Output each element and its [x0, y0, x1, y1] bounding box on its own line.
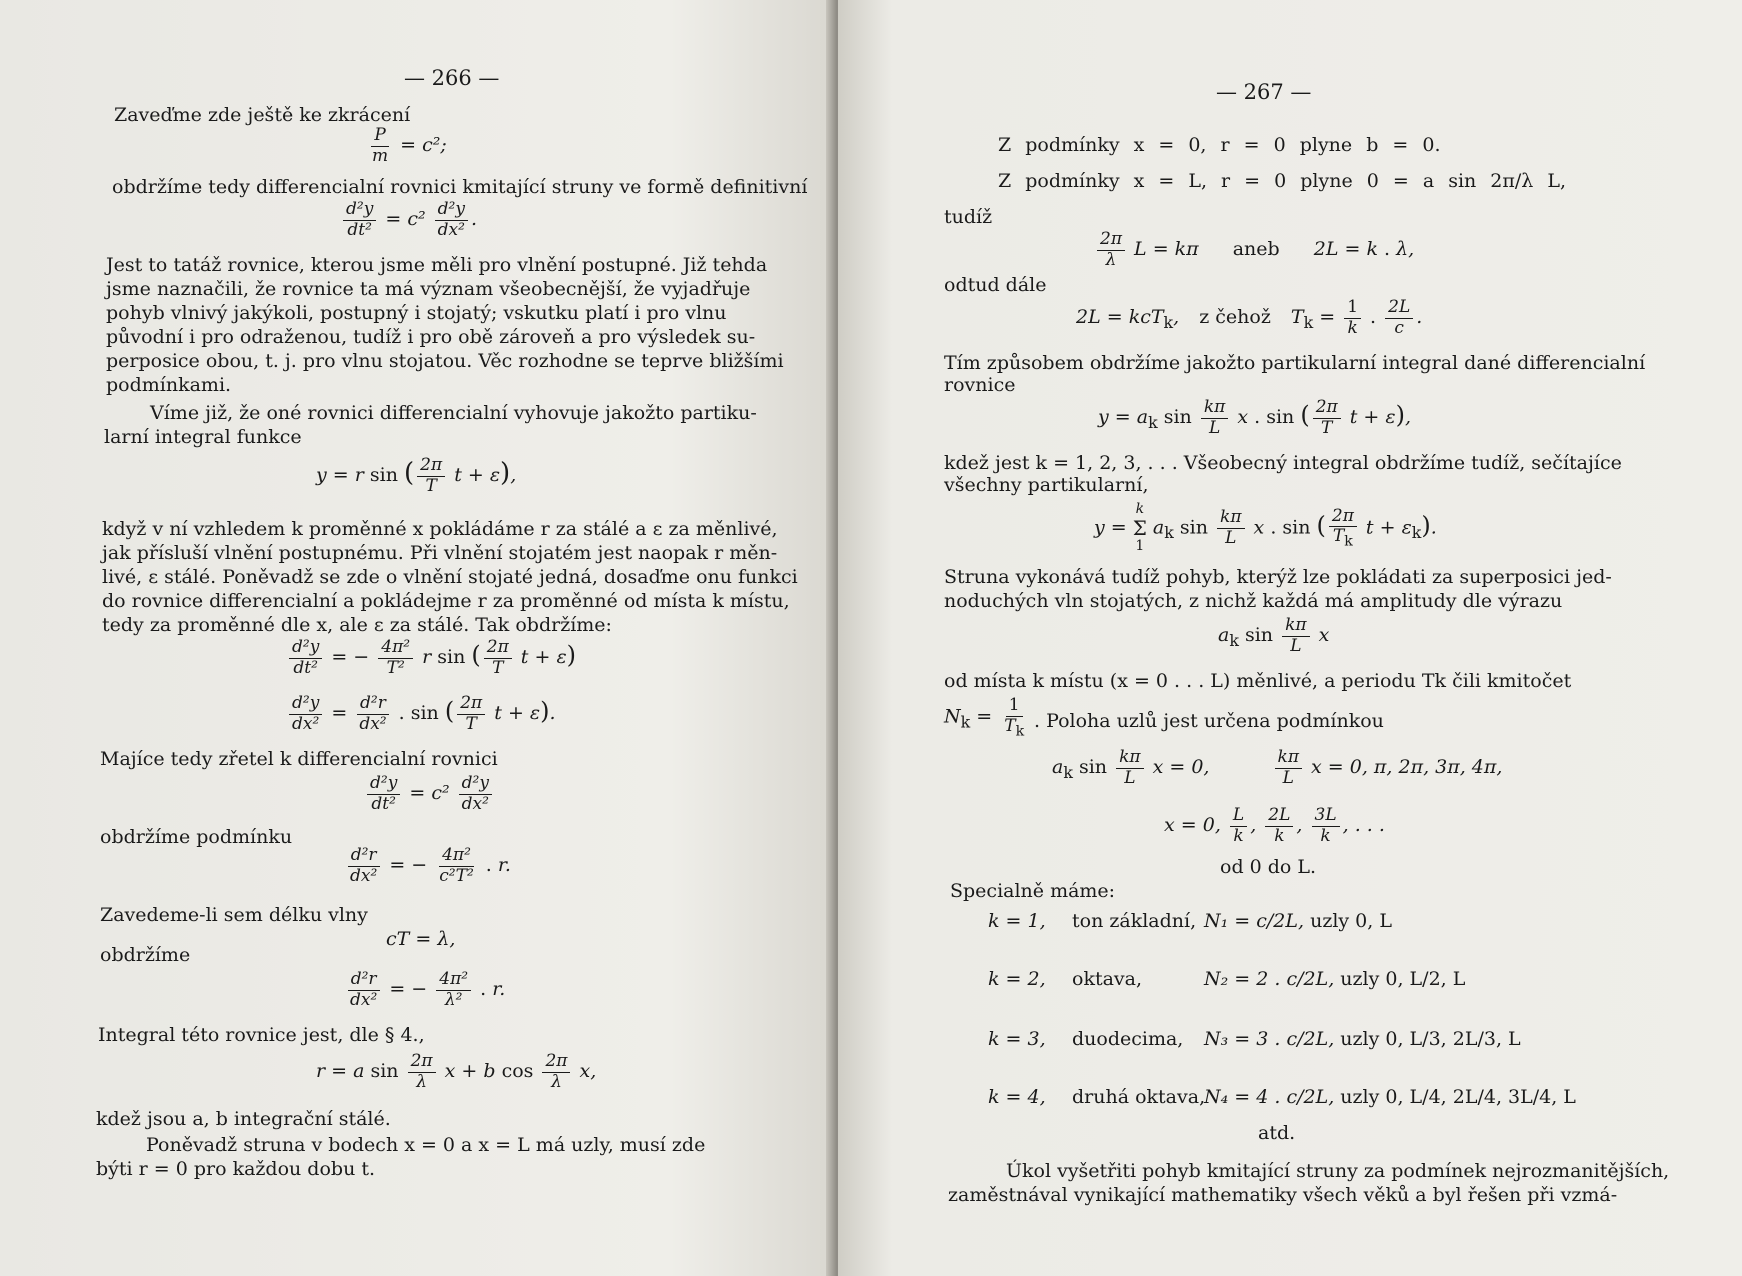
equation: y = r sin ( $\frac{2\pi}{T}$ t + ε), [316, 455, 517, 496]
frequency: N₂ = 2 . c/2L, [1204, 968, 1335, 990]
text-line: Tím způsobem obdržíme jakožto partikularní integral dané differencialní [944, 352, 1646, 374]
tone-name: ton základní, [1072, 910, 1197, 932]
equation: cT = λ, [386, 928, 456, 950]
text-line: kdež jsou a, b integrační stálé. [96, 1108, 391, 1130]
equation: $\frac{\text{d²r}}{\text{dx²}}$ = − $\frac{\text{4π²}}{\text{c²T²}}$ . r. [344, 846, 511, 886]
equation: 2L = kcT$_k$, z čehož $T_k$ = $\frac{1}{k}$ . $\frac{2L}{c}$ . [1076, 297, 1423, 338]
equation: r = a sin $\frac{2\pi}{\lambda}$ x + b cos $\frac{2\pi}{\lambda}$ x, [316, 1051, 597, 1092]
text-line: původní i pro odraženou, tudíž i pro obě zároveň a pro výsledek su- [106, 326, 756, 348]
text-line: obdržíme [100, 944, 191, 966]
text-line: jak přísluší vlnění postupnému. Při vlnění stojatém jest naopak r měn- [102, 542, 778, 564]
page-number: — 266 — [404, 66, 500, 90]
equation: $N_k$ = $\frac{1}{T_k}$ [944, 695, 1025, 739]
text-line: atd. [1258, 1122, 1296, 1144]
text-line: když v ní vzhledem k proměnné x pokládáme r za stálé a ε za měnlivé, [102, 518, 778, 540]
frequency: N₃ = 3 . c/2L, [1204, 1028, 1335, 1050]
text-line: Poněvadž struna v bodech x = 0 a x = L má uzly, musí zde [146, 1134, 706, 1156]
text-line: tudíž [944, 206, 993, 228]
text-line: Struna vykonává tudíž pohyb, kterýž lze pokládati za superposici jed- [944, 566, 1612, 588]
equation: $\frac{\text{d²y}}{\text{dt²}}$ = c² $\frac{\text{d²y}}{\text{dx²}}$ [364, 774, 495, 814]
text-line: Specialně máme: [950, 880, 1116, 902]
text-line: pohyb vlnivý jakýkoli, postupný i stojatý; vskutku platí i pro vlnu [106, 302, 727, 324]
text-line: Zaveďme zde ještě ke zkrácení [114, 104, 411, 126]
equation: $a_k$ sin $\frac{k\pi}{L}$ x [1218, 615, 1330, 656]
equation: x = 0, $\frac{L}{k}$ , $\frac{2L}{k}$ , $\frac{3L}{k}$ , . . . [1164, 805, 1385, 846]
text-line: Z podmínky x = L, r = 0 plyne 0 = a sin 2π/λ L, [998, 170, 1567, 192]
text-line: tedy za proměnné dle x, ale ε za stálé. Tak obdržíme: [102, 614, 612, 636]
equation: $\frac{\text{d²y}}{\text{dx²}}$ = $\frac{\text{d²r}}{\text{dx²}}$ . sin ( $\frac{2\pi}{T}$ t + ε). [286, 694, 556, 734]
left-page [0, 0, 838, 1276]
tone-name: druhá oktava, [1072, 1086, 1206, 1108]
equation: $a_k$ sin $\frac{k\pi}{L}$ x = 0, $\frac{k\pi}{L}$ x = 0, π, 2π, 3π, 4π, [1052, 747, 1503, 788]
text-line: zaměstnával vynikající mathematiky všech věků a byl řešen při vzmá- [948, 1184, 1618, 1206]
equation: $\frac{\text{d²r}}{\text{dx²}}$ = − $\frac{\text{4π²}}{\text{λ²}}$ . r. [344, 970, 505, 1010]
right-page [838, 0, 1742, 1276]
text-line: noduchých vln stojatých, z nichž každá má amplitudy dle výrazu [944, 590, 1563, 612]
special-case-row [988, 970, 1465, 989]
text-line: od místa k místu (x = 0 . . . L) měnlivé, a periodu Tk čili kmitočet [944, 670, 1572, 692]
text-line: Zavedeme-li sem délku vlny [100, 904, 368, 926]
text-line: larní integral funkce [104, 426, 302, 448]
text-line: jsme naznačili, že rovnice ta má význam všeobecnější, že vyjadřuje [106, 278, 751, 300]
text-line: Víme již, že oné rovnici differencialní vyhovuje jakožto partiku- [150, 402, 757, 424]
nodes: uzly 0, L/4, 2L/4, 3L/4, L [1340, 1086, 1576, 1108]
k-value: k = 1, [988, 910, 1046, 932]
page-number: — 267 — [1216, 80, 1312, 104]
nodes: uzly 0, L/2, L [1340, 968, 1466, 990]
text-line: Integral této rovnice jest, dle § 4., [98, 1024, 425, 1046]
k-value: k = 3, [988, 1028, 1046, 1050]
k-value: k = 4, [988, 1086, 1046, 1108]
text-line: rovnice [944, 374, 1016, 396]
frequency: N₄ = 4 . c/2L, [1204, 1086, 1335, 1108]
text-line: všechny partikularní, [944, 474, 1149, 496]
text-line: Úkol vyšetřiti pohyb kmitající struny za podmínek nejrozmanitějších, [1006, 1160, 1670, 1182]
special-case-row [988, 1088, 1576, 1107]
nodes: uzly 0, L [1310, 910, 1392, 932]
equation: $\frac{\text{d²y}}{\text{dt²}}$ = c² $\frac{\text{d²y}}{\text{dx²}}$ . [340, 200, 477, 240]
text-line: obdržíme tedy differencialní rovnici kmitající struny ve formě definitivní [112, 176, 808, 198]
k-value: k = 2, [988, 968, 1046, 990]
equation: $\frac{2\pi}{\lambda}$ L = kπ aneb 2L = k . λ, [1094, 230, 1414, 270]
frequency: N₁ = c/2L, [1204, 910, 1305, 932]
tone-name: oktava, [1072, 968, 1143, 990]
special-case-row [988, 912, 1392, 931]
equation: $y = a_k$ sin $\frac{k\pi}{L}$ x . sin ( $\frac{2\pi}{T}$ t + ε), [1098, 397, 1412, 438]
text-line: do rovnice differencialní a pokládejme r za proměnné od místa k místu, [102, 590, 790, 612]
text-line: perposice obou, t. j. pro vlnu stojatou. Věc rozhodne se teprve bližšími [106, 350, 784, 372]
text-line: podmínkami. [106, 374, 232, 396]
text-line: Z podmínky x = 0, r = 0 plyne b = 0. [998, 134, 1441, 156]
text-line: . Poloha uzlů jest určena podmínkou [1034, 710, 1384, 732]
text-line: livé, ε stálé. Poněvadž se zde o vlnění stojaté jedná, dosaďme onu funkci [102, 566, 798, 588]
equation: y = k Σ 1 $a_k$ sin $\frac{k\pi}{L}$ x . sin ( $\frac{2\pi}{T_k}$ $t + \varepsilon_k$). [1094, 501, 1437, 555]
text-line: od 0 do L. [1220, 856, 1317, 878]
text-line: obdržíme podmínku [100, 826, 293, 848]
text-line: Jest to tatáž rovnice, kterou jsme měli pro vlnění postupné. Již tehda [106, 254, 768, 276]
nodes: uzly 0, L/3, 2L/3, L [1340, 1028, 1521, 1050]
text-line: býti r = 0 pro každou dobu t. [96, 1158, 376, 1180]
equation: $\frac{\text{d²y}}{\text{dt²}}$ = − $\frac{\text{4π²}}{\text{T²}}$ r sin ( $\frac{2\pi}{T}$ t + ε) [286, 638, 576, 678]
text-line: Majíce tedy zřetel k differencialní rovnici [100, 748, 498, 770]
equation: $\frac{P}{m}$ = c²; [372, 125, 447, 166]
tone-name: duodecima, [1072, 1028, 1184, 1050]
text-line: odtud dále [944, 274, 1047, 296]
text-line: kdež jest k = 1, 2, 3, . . . Všeobecný integral obdržíme tudíž, sečítajíce [944, 452, 1622, 474]
special-case-row [988, 1030, 1521, 1049]
